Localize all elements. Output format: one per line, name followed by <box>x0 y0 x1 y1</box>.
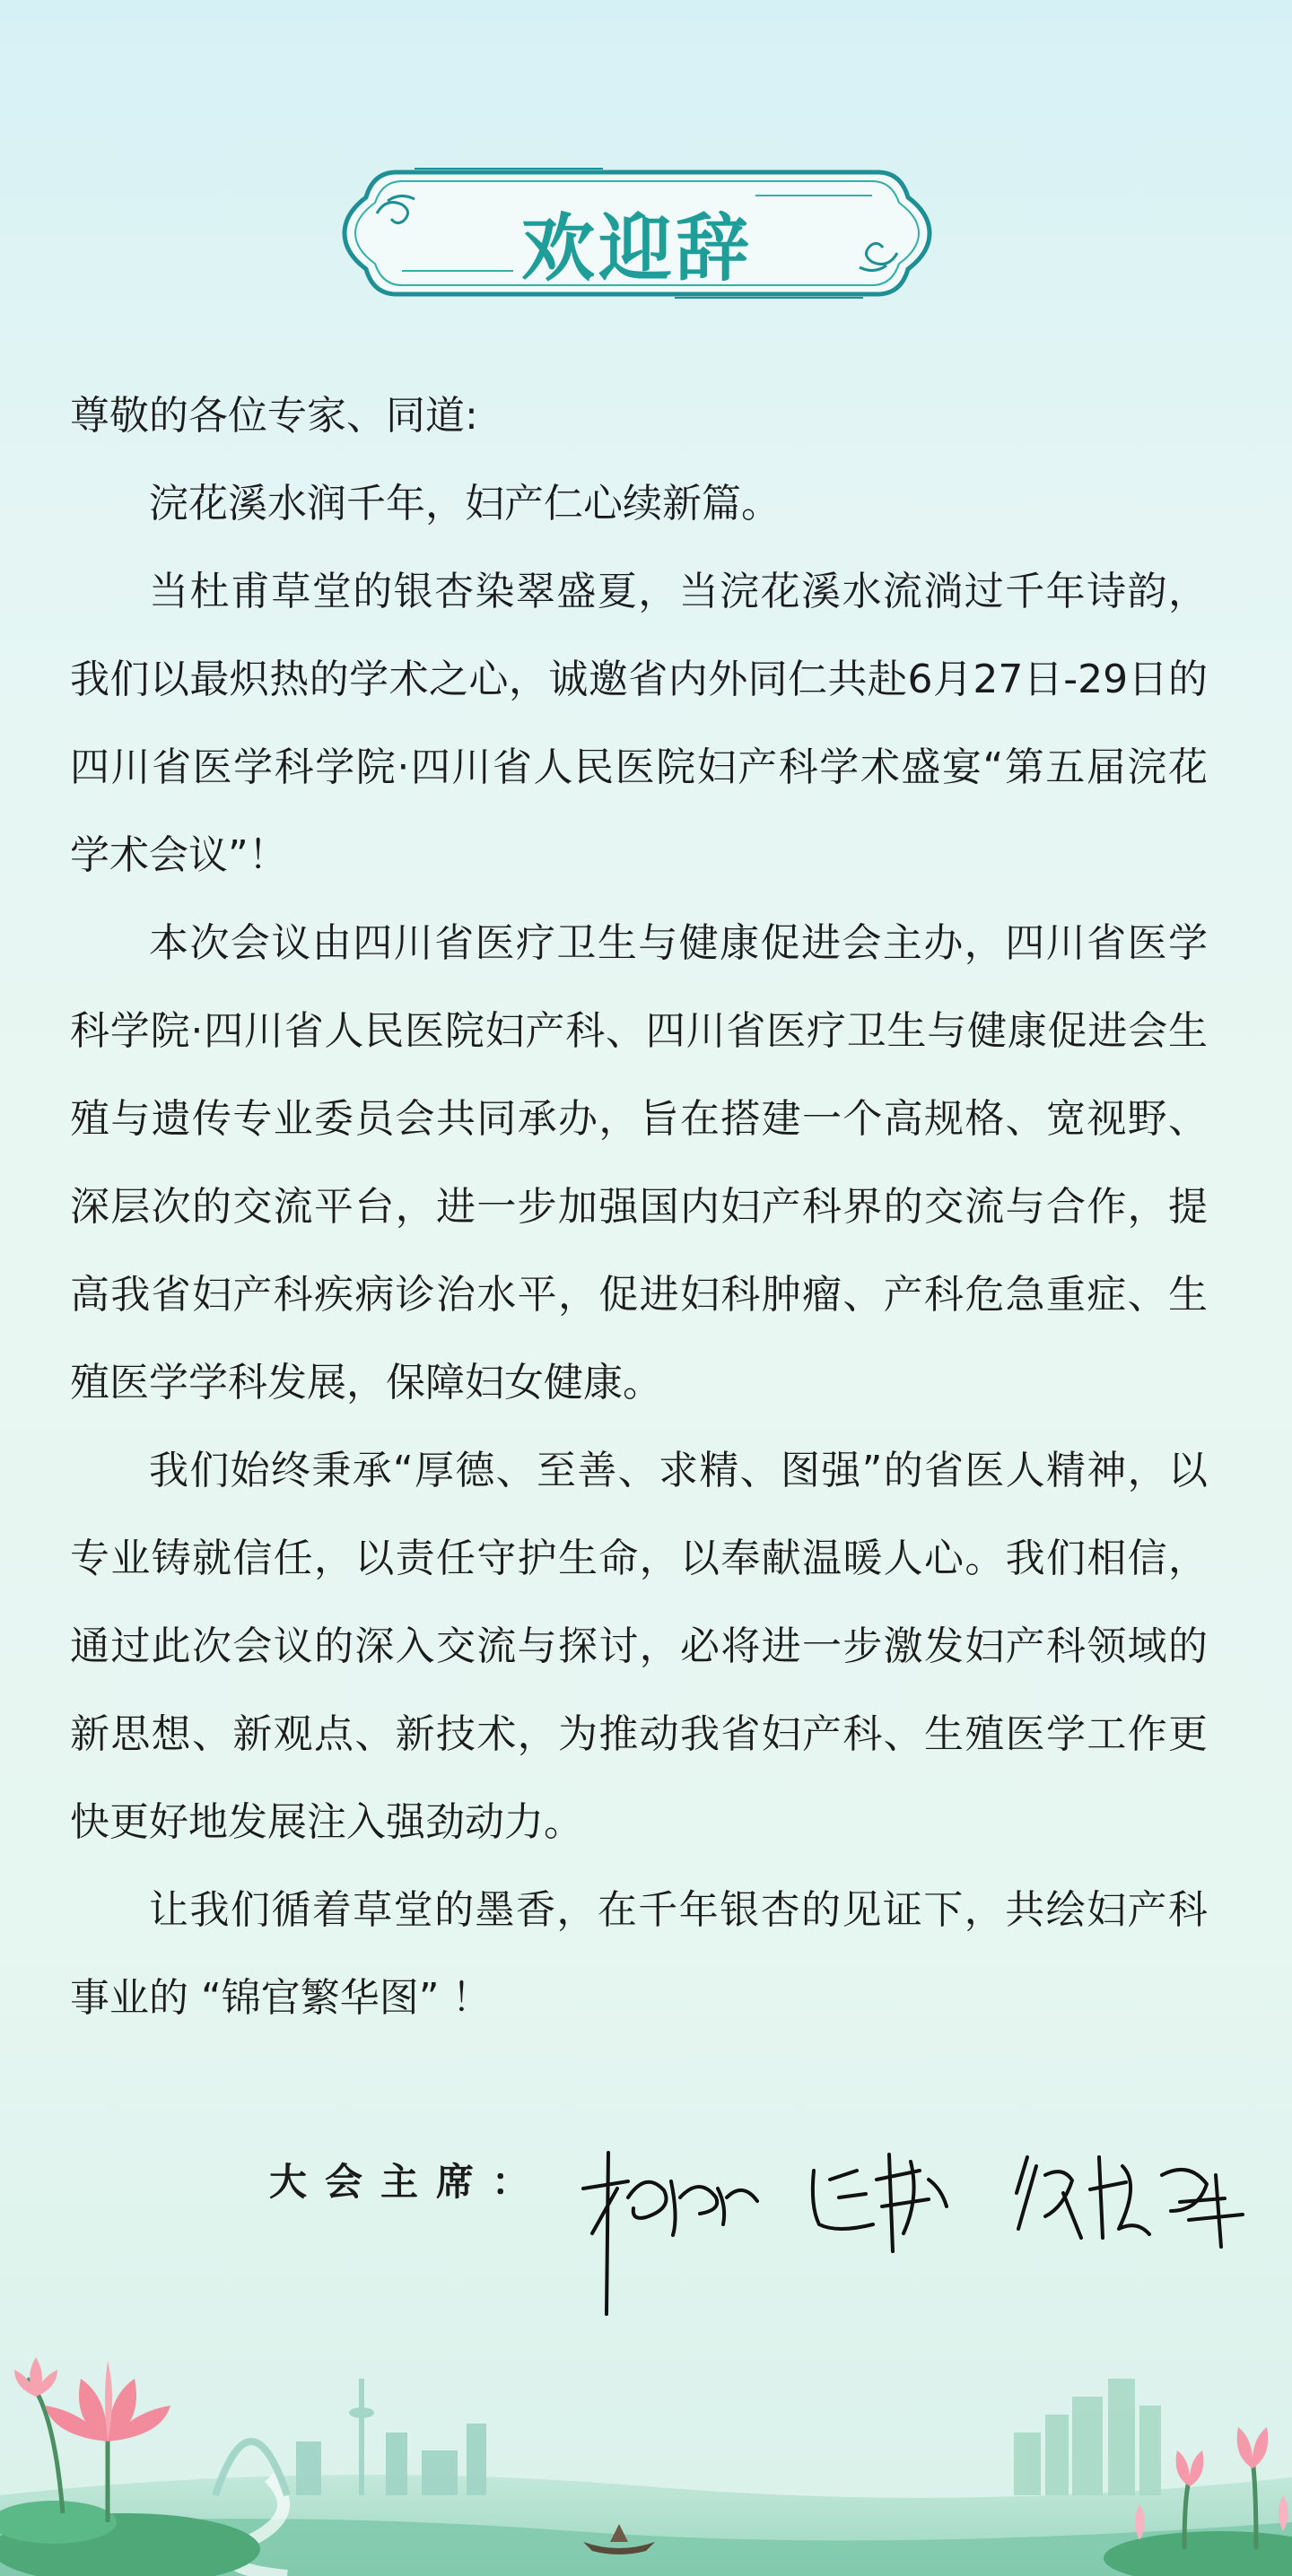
paragraph: 我们始终秉承“厚德、至善、求精、图强”的省医人精神，以专业铸就信任，以责任守护生命，以奉献温暖人心。我们相信，通过此次会议的深入交流与探讨，必将进一步激发妇产科领域的新思想、新观点、新技术，为推动我省妇产科、生殖医学工作更快更好地发展注入强劲动力。 <box>70 1448 1208 1845</box>
chair-label: 大会主席： <box>269 2160 548 2204</box>
signature-1 <box>574 2135 772 2332</box>
paragraph: 本次会议由四川省医疗卫生与健康促进会主办，四川省医学科学院·四川省人民医院妇产科、四川省医疗卫生与健康促进会生殖与遗传专业委员会共同承办，旨在搭建一个高规格、宽视野、深层次的交流平台，进一步加强国内妇产科界的交流与合作，提高我省妇产科疾病诊治水平，促进妇科肿瘤、产科危急重症、生殖医学学科发展，保障妇女健康。 <box>70 920 1208 1405</box>
paragraph: 让我们循着草堂的墨香，在千年银杏的见证下，共绘妇产科事业的 “锦官繁华图” ！ <box>70 1887 1208 2021</box>
paragraph: 当杜甫草堂的银杏染翠盛夏，当浣花溪水流淌过千年诗韵，我们以最炽热的学术之心，诚邀省内外同仁共赴6月27日-29日的四川省医学科学院·四川省人民医院妇产科学术盛宴“第五届浣花学术会议”！ <box>70 569 1208 878</box>
page-title: 欢迎辞 <box>520 206 753 292</box>
title-plaque <box>334 161 940 305</box>
signature-2 <box>803 2144 965 2278</box>
city-skyline-icon <box>1014 2379 1161 2495</box>
greeting: 尊敬的各位专家、同道: <box>70 393 478 439</box>
bottom-decoration <box>0 2343 1292 2576</box>
signature-3 <box>1009 2139 1261 2274</box>
letter-body <box>70 372 1208 2042</box>
paragraph: 浣花溪水润千年，妇产仁心续新篇。 <box>149 481 781 527</box>
lotus-flower-icon <box>0 2357 260 2576</box>
